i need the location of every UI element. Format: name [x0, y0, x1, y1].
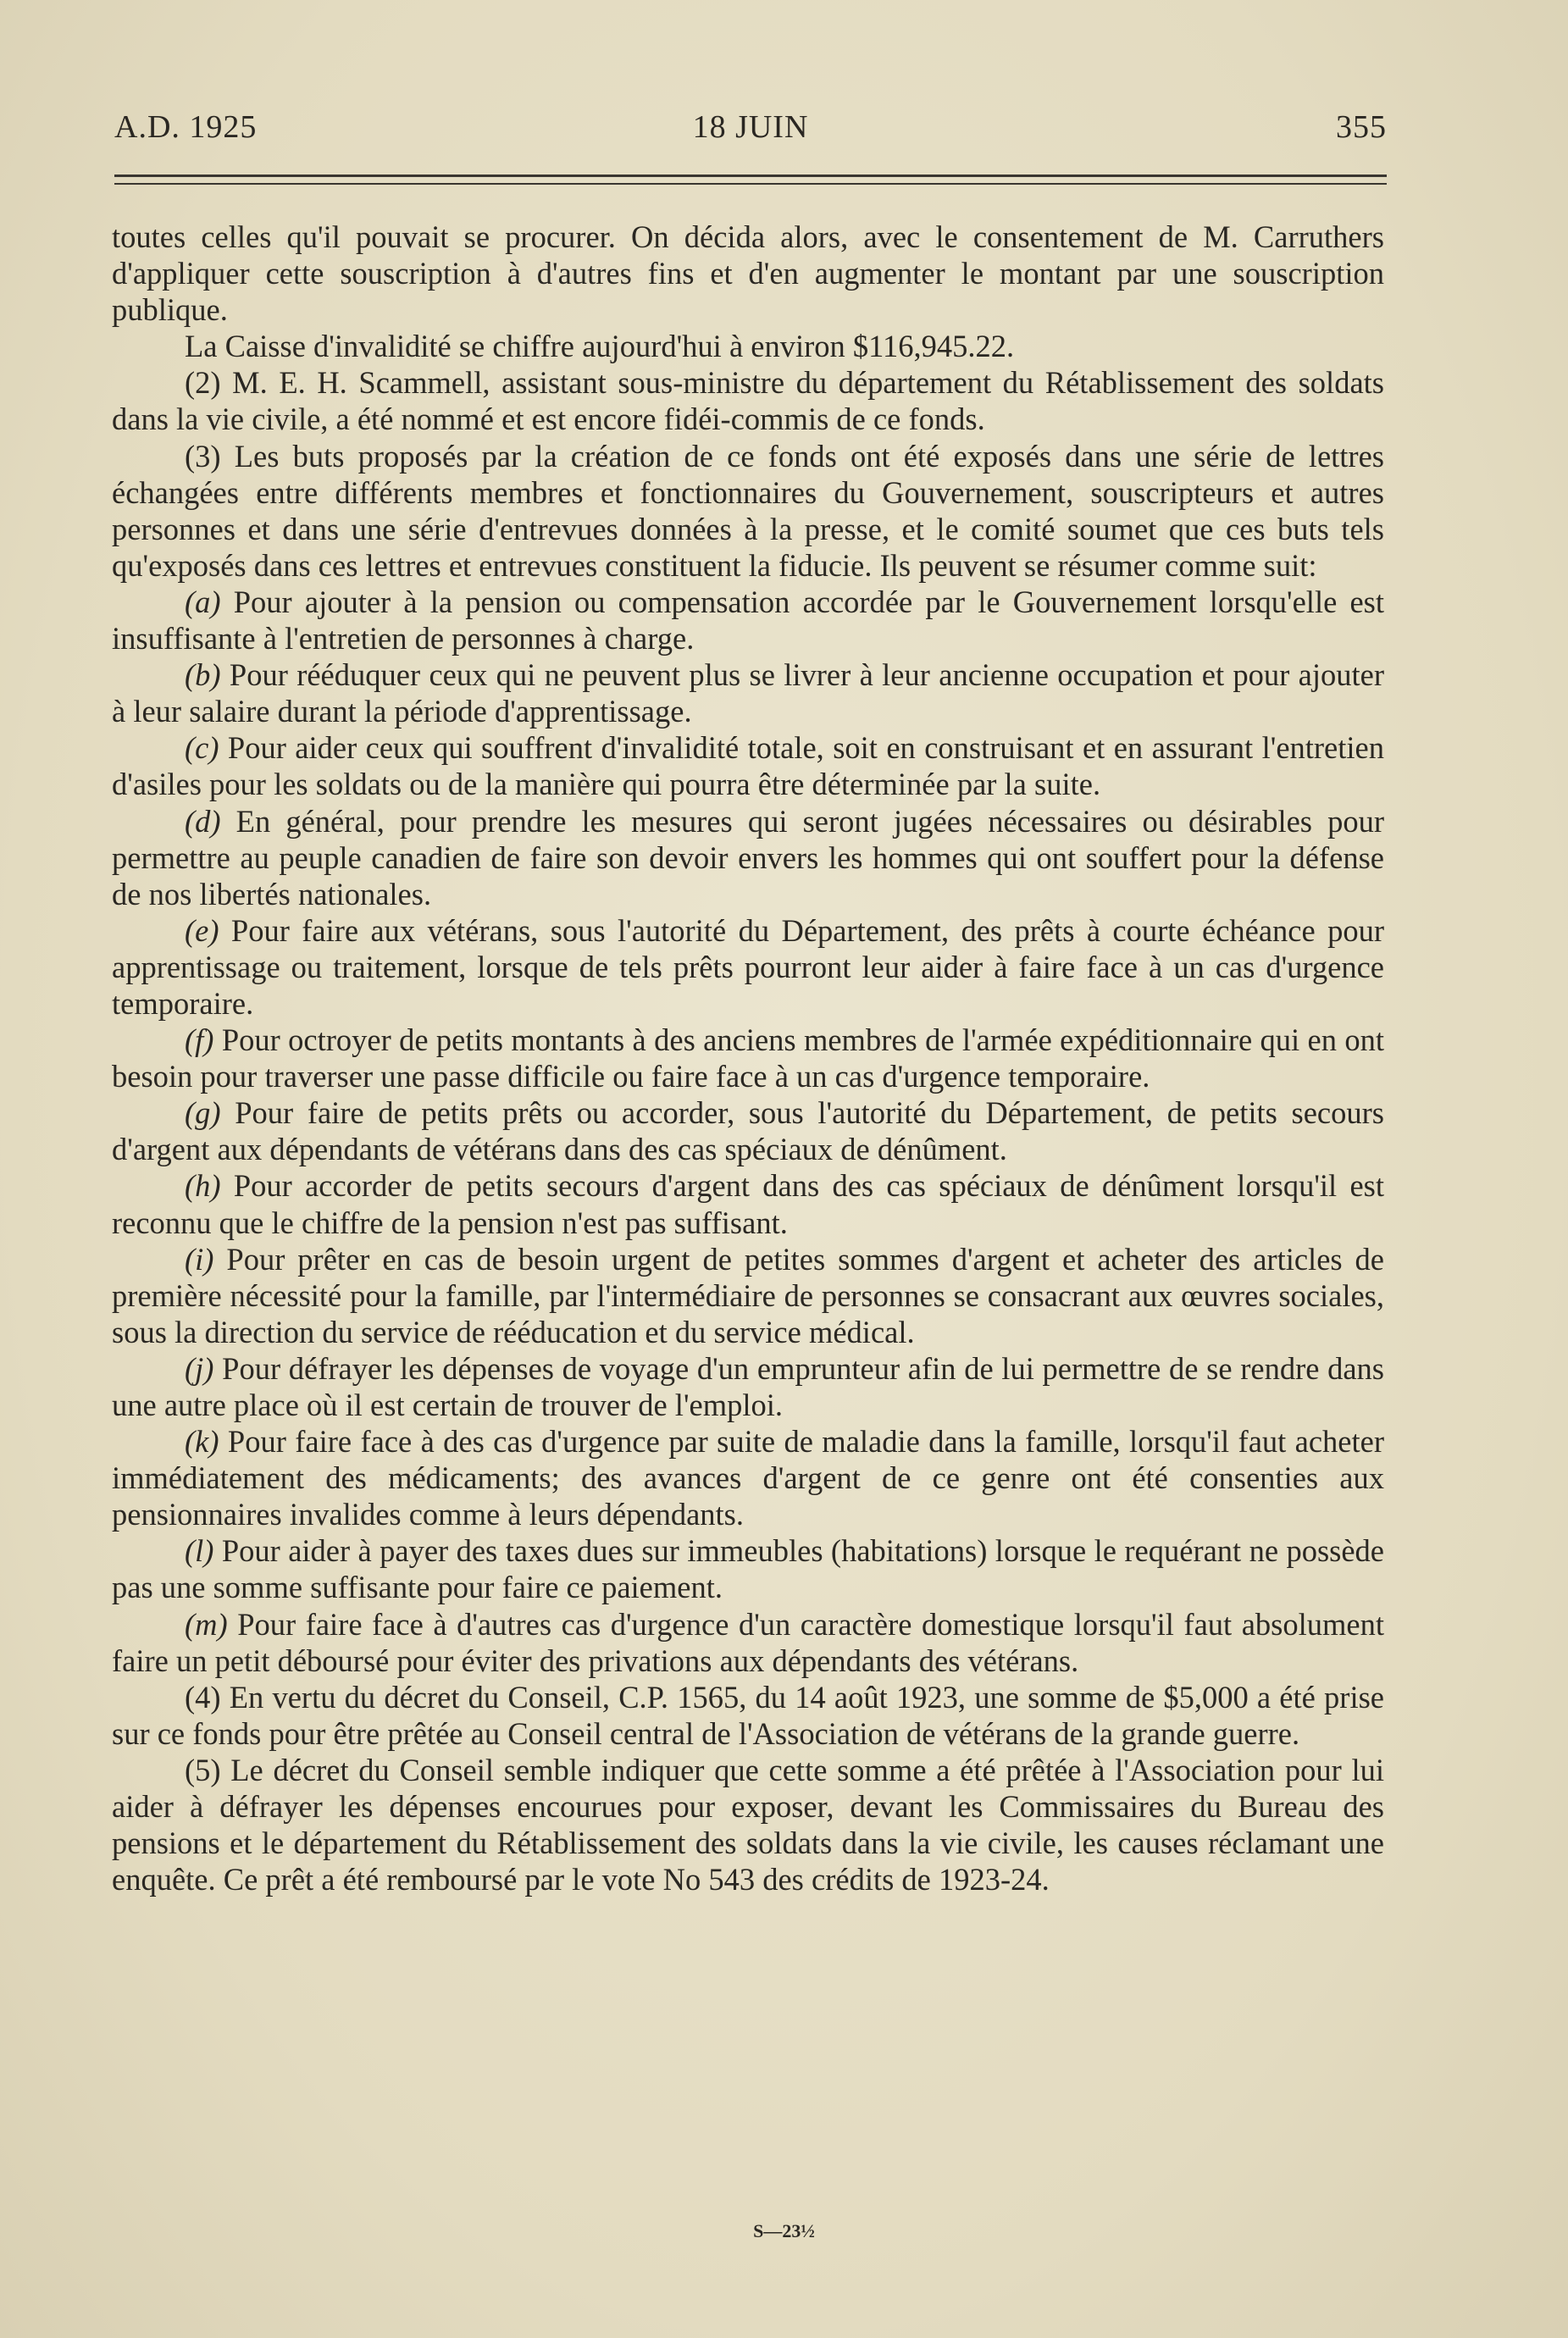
list-item-c: (c) Pour aider ceux qui souffrent d'invalidité totale, soit en construisant et en assurant l'entretien d'asiles pour les soldats ou de la manière qui pourra être déterminée par la suite. [112, 730, 1384, 802]
list-label: (g) [185, 1095, 221, 1131]
list-item-l: (l) Pour aider à payer des taxes dues sur immeubles (habitations) lorsque le requérant ne possède pas une somme suffisante pour faire ce paiement. [112, 1533, 1385, 1605]
list-label: (m) [185, 1606, 228, 1642]
signature-mark: S—23½ [753, 2220, 815, 2241]
header-rule-bottom [114, 183, 1387, 185]
list-label: (c) [185, 730, 219, 766]
header-date: 18 JUIN [692, 109, 809, 145]
list-item-i: (i) Pour prêter en cas de besoin urgent de petites sommes d'argent et acheter des articles de première nécessité pour la famille, par l'intermédiaire de personnes se consacrant aux œuvres sociales, sous la direction du service de rééducation et du service médical. [112, 1241, 1384, 1349]
paragraph-2: (2) M. E. H. Scammell, assistant sous-ministre du département du Rétablissement des soldats dans la vie civile, a été nommé et est encore fidéi-commis de ce fonds. [112, 365, 1384, 437]
paragraph-3: (3) Les buts proposés par la création de ce fonds ont été exposés dans une série de lettres échangées entre différents membres et fonctionnaires du Gouvernement, souscripteurs et autres personnes et dans une série d'entrevues données à la presse, et le comité soumet que ces buts tels qu'exposés dans ces lettres et entrevues constituent la fiducie. Ils peuvent se résumer comme suit: [112, 438, 1384, 583]
list-label: (d) [185, 803, 221, 839]
page-number: 355 [1336, 109, 1387, 145]
list-item-e: (e) Pour faire aux vétérans, sous l'autorité du Département, des prêts à courte échéance pour apprentissage ou traitement, lorsque de tels prêts pourront leur aider à faire face à un cas d'urgence temporaire. [112, 912, 1385, 1021]
list-label: (k) [185, 1424, 219, 1460]
list-item-g: (g) Pour faire de petits prêts ou accorder, sous l'autorité du Département, de petits secours d'argent aux dépendants de vétérans dans des cas spéciaux de dénûment. [112, 1095, 1384, 1167]
list-item-a: (a) Pour ajouter à la pension ou compensation accordée par le Gouvernement lorsqu'elle est insuffisante à l'entretien de personnes à charge. [112, 584, 1385, 657]
list-label: (j) [185, 1350, 214, 1386]
list-label: (a) [185, 584, 221, 619]
list-item-h: (h) Pour accorder de petits secours d'argent dans des cas spéciaux de dénûment lorsqu'il est reconnu que le chiffre de la pension n'est pas suffisant. [112, 1168, 1384, 1240]
list-label: (h) [185, 1168, 221, 1204]
list-label: (b) [185, 657, 221, 693]
list-item-d: (d) En général, pour prendre les mesures qui seront jugées nécessaires ou désirables pour permettre au peuple canadien de faire son devoir envers les hommes qui ont souffert pour la défense de nos libertés nationales. [112, 803, 1385, 911]
list-label: (f) [185, 1022, 214, 1058]
list-label: (i) [185, 1241, 214, 1277]
body-text [112, 219, 1384, 1898]
header-year: A.D. 1925 [114, 109, 258, 145]
list-item-m: (m) Pour faire face à d'autres cas d'urgence d'un caractère domestique lorsqu'il faut absolument faire un petit déboursé pour éviter des privations aux dépendants des vétérans. [112, 1606, 1384, 1678]
page-header [114, 108, 1387, 159]
paragraph-continuation: toutes celles qu'il pouvait se procurer. On décida alors, avec le consentement de M. Carruthers d'appliquer cette souscription à d'autres fins et d'en augmenter le montant par une souscription publique. [112, 219, 1384, 328]
paragraph-5: (5) Le décret du Conseil semble indiquer que cette somme a été prêtée à l'Association pour lui aider à défrayer les dépenses encourues pour exposer, devant les Commissaires du Bureau des pensions et le département du Rétablissement des soldats dans la vie civile, les causes réclamant une enquête. Ce prêt a été remboursé par le vote No 543 des crédits de 1923-24. [112, 1752, 1384, 1898]
list-item-b: (b) Pour rééduquer ceux qui ne peuvent plus se livrer à leur ancienne occupation et pour ajouter à leur salaire durant la période d'apprentissage. [112, 657, 1385, 729]
list-item-j: (j) Pour défrayer les dépenses de voyage d'un emprunteur afin de lui permettre de se rendre dans une autre place où il est certain de trouver de l'emploi. [112, 1350, 1385, 1422]
paragraph-4: (4) En vertu du décret du Conseil, C.P. 1565, du 14 août 1923, une somme de $5,000 a été prise sur ce fonds pour être prêtée au Conseil central de l'Association de vétérans de la grande guerre. [112, 1679, 1384, 1751]
list-item-k: (k) Pour faire face à des cas d'urgence par suite de maladie dans la famille, lorsqu'il faut acheter immédiatement des médicaments; des avances d'argent de ce genre ont été consenties aux pensionnaires invalides comme à leurs dépendants. [112, 1424, 1384, 1532]
header-rule-top [114, 175, 1387, 177]
list-label: (l) [185, 1533, 214, 1569]
list-item-f: (f) Pour octroyer de petits montants à des anciens membres de l'armée expéditionnaire qui en ont besoin pour traverser une passe difficile ou faire face à un cas d'urgence temporaire. [112, 1022, 1385, 1094]
list-label: (e) [185, 912, 219, 948]
paragraph-caisse-total: La Caisse d'invalidité se chiffre aujourd'hui à environ $116,945.22. [185, 329, 1015, 364]
